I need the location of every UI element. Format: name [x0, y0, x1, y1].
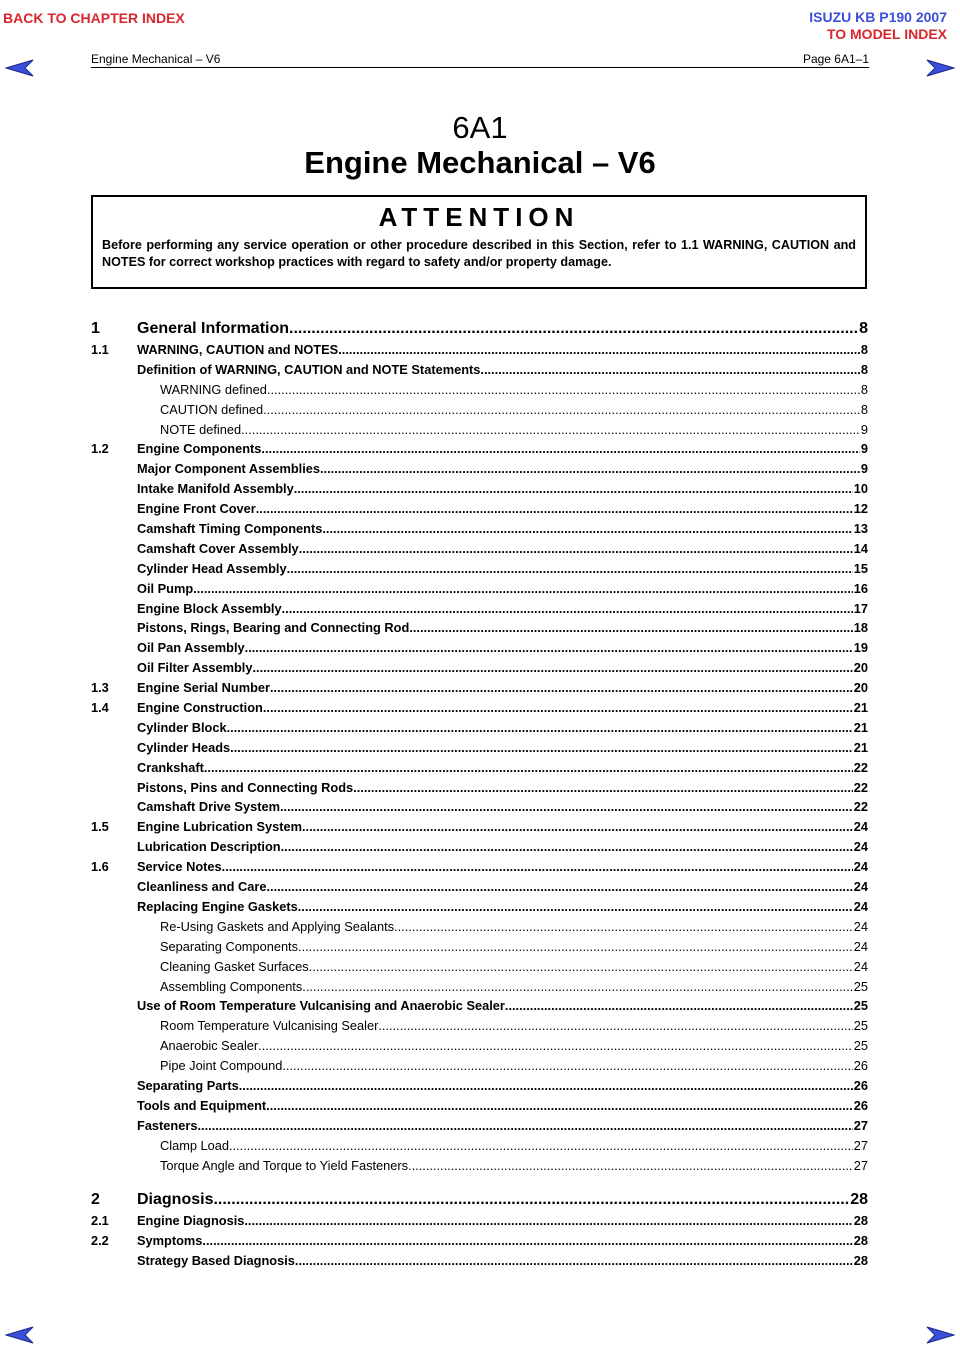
- toc-entry-page-number: 28: [853, 1233, 868, 1249]
- toc-entry-page-number: 24: [853, 898, 868, 914]
- toc-dot-leader: [267, 380, 860, 400]
- toc-entry-number: 1.4: [91, 700, 109, 716]
- toc-entry-number: 1.6: [91, 859, 109, 875]
- toc-entry[interactable]: [91, 1211, 868, 1231]
- toc-entry[interactable]: [91, 977, 868, 997]
- toc-entry[interactable]: [91, 1116, 868, 1136]
- toc-entry[interactable]: [91, 519, 868, 539]
- toc-entry[interactable]: [91, 738, 868, 758]
- toc-entry-page-number: 27: [853, 1117, 868, 1133]
- toc-entry[interactable]: [91, 499, 868, 519]
- toc-entry[interactable]: [91, 778, 868, 798]
- toc-entry-title: Engine Lubrication System: [137, 819, 302, 835]
- toc-dot-leader: [266, 877, 852, 897]
- toc-entry[interactable]: [91, 797, 868, 817]
- toc-entry[interactable]: [91, 1136, 868, 1156]
- toc-entry-number: 1.1: [91, 342, 109, 357]
- toc-dot-leader: [294, 479, 853, 499]
- toc-entry-title: Camshaft Cover Assembly: [137, 540, 299, 556]
- toc-entry-title: Engine Diagnosis: [137, 1213, 245, 1229]
- toc-entry-title: Diagnosis: [137, 1191, 214, 1209]
- toc-dot-leader: [302, 817, 853, 837]
- toc-entry-page-number: 8: [860, 401, 868, 417]
- toc-entry-title: Engine Front Cover: [137, 501, 256, 517]
- toc-entry-title: Oil Filter Assembly: [137, 660, 253, 676]
- toc-dot-leader: [229, 1136, 853, 1156]
- toc-dot-leader: [244, 1211, 852, 1231]
- toc-entry-title: Engine Block Assembly: [137, 600, 282, 616]
- toc-entry[interactable]: [91, 1189, 868, 1211]
- toc-dot-leader: [193, 579, 853, 599]
- toc-dot-leader: [299, 539, 853, 559]
- attention-heading: ATTENTION: [378, 202, 580, 232]
- next-page-arrow-bottom-icon[interactable]: [925, 1326, 955, 1344]
- toc-entry-number: 1.5: [91, 819, 109, 835]
- toc-dot-leader: [302, 977, 853, 997]
- toc-entry-title: Oil Pump: [137, 580, 194, 596]
- to-model-index-link[interactable]: TO MODEL INDEX: [826, 26, 947, 42]
- toc-entry-page-number: 22: [853, 799, 868, 815]
- toc-entry-title: Engine Serial Number: [137, 680, 270, 696]
- toc-entry-title: Separating Components: [160, 938, 299, 954]
- toc-dot-leader: [252, 658, 852, 678]
- toc-entry-page-number: 9: [860, 461, 868, 477]
- toc-entry[interactable]: [91, 1036, 868, 1056]
- toc-dot-leader: [320, 459, 860, 479]
- toc-entry-page-number: 21: [853, 739, 868, 755]
- toc-entry[interactable]: [91, 1231, 868, 1251]
- toc-dot-leader: [322, 519, 852, 539]
- toc-dot-leader: [241, 420, 860, 440]
- toc-dot-leader: [338, 340, 860, 360]
- next-page-arrow-icon[interactable]: [925, 59, 955, 77]
- toc-entry-page-number: 26: [853, 1058, 868, 1074]
- toc-dot-leader: [282, 1056, 852, 1076]
- toc-entry-title: Camshaft Timing Components: [137, 521, 323, 537]
- toc-entry[interactable]: [91, 559, 868, 579]
- toc-entry-title: CAUTION defined: [160, 401, 264, 417]
- toc-entry-title: Cylinder Block: [137, 719, 227, 735]
- toc-entry[interactable]: [91, 817, 868, 837]
- toc-entry[interactable]: [91, 400, 868, 420]
- toc-entry-page-number: 19: [853, 640, 868, 656]
- toc-entry-title: Symptoms: [137, 1233, 203, 1249]
- toc-entry-page-number: 28: [850, 1191, 868, 1209]
- toc-entry-title: Assembling Components: [160, 978, 303, 994]
- toc-entry[interactable]: [91, 618, 868, 638]
- toc-entry-title: Camshaft Drive System: [137, 799, 280, 815]
- back-to-chapter-index-link[interactable]: BACK TO CHAPTER INDEX: [3, 10, 185, 26]
- toc-entry-number: 2: [91, 1191, 100, 1209]
- toc-entry-page-number: 8: [860, 342, 868, 357]
- toc-entry-title: Lubrication Description: [137, 839, 281, 855]
- toc-dot-leader: [280, 797, 853, 817]
- toc-entry-page-number: 25: [853, 1018, 868, 1034]
- toc-entry[interactable]: [91, 1251, 868, 1271]
- toc-entry-title: Separating Parts: [137, 1077, 239, 1093]
- toc-entry[interactable]: [91, 459, 868, 479]
- toc-entry-title: Intake Manifold Assembly: [137, 481, 294, 497]
- toc-entry-title: Engine Construction: [137, 700, 263, 716]
- toc-entry-page-number: 12: [853, 501, 868, 517]
- toc-entry-title: Pipe Joint Compound: [160, 1058, 283, 1074]
- toc-entry-page-number: 24: [853, 918, 868, 934]
- toc-entry[interactable]: [91, 1056, 868, 1076]
- toc-dot-leader: [505, 996, 853, 1016]
- toc-entry[interactable]: [91, 539, 868, 559]
- toc-entry-number: 1.2: [91, 441, 109, 457]
- section-title: Engine Mechanical – V6: [304, 145, 656, 180]
- toc-entry-page-number: 24: [853, 819, 868, 835]
- toc-entry[interactable]: [91, 678, 868, 698]
- toc-dot-leader: [263, 400, 860, 420]
- toc-entry-title: Torque Angle and Torque to Yield Fasteners: [160, 1157, 409, 1173]
- toc-entry-page-number: 28: [853, 1253, 868, 1269]
- toc-entry-page-number: 22: [853, 779, 868, 795]
- toc-entry-page-number: 8: [860, 381, 868, 397]
- toc-entry[interactable]: [91, 996, 868, 1016]
- toc-entry-page-number: 24: [853, 958, 868, 974]
- toc-dot-leader: [230, 738, 853, 758]
- previous-page-arrow-bottom-icon[interactable]: [5, 1326, 35, 1344]
- toc-entry-title: Cylinder Heads: [137, 739, 231, 755]
- model-title-link[interactable]: ISUZU KB P190 2007: [809, 9, 947, 25]
- toc-entry[interactable]: [91, 1096, 868, 1116]
- toc-entry[interactable]: [91, 857, 868, 877]
- toc-entry-page-number: 20: [853, 680, 868, 696]
- toc-dot-leader: [394, 917, 853, 937]
- toc-entry-title: Crankshaft: [137, 759, 204, 775]
- toc-dot-leader: [227, 718, 853, 738]
- previous-page-arrow-icon[interactable]: [5, 59, 35, 77]
- toc-entry[interactable]: [91, 718, 868, 738]
- toc-dot-leader: [266, 1096, 853, 1116]
- running-header-title: Engine Mechanical – V6: [91, 52, 221, 66]
- toc-entry-page-number: 18: [853, 620, 868, 636]
- toc-entry-page-number: 26: [853, 1077, 868, 1093]
- toc-entry-page-number: 14: [853, 540, 868, 556]
- toc-entry-title: Service Notes: [137, 859, 222, 875]
- toc-entry-page-number: 25: [853, 978, 868, 994]
- toc-entry[interactable]: [91, 758, 868, 778]
- toc-entry-page-number: 17: [853, 600, 868, 616]
- toc-dot-leader: [287, 559, 853, 579]
- toc-dot-leader: [353, 778, 853, 798]
- toc-entry[interactable]: [91, 638, 868, 658]
- toc-entry[interactable]: [91, 599, 868, 619]
- toc-entry-title: Major Component Assemblies: [137, 461, 320, 477]
- toc-entry-page-number: 25: [853, 998, 868, 1014]
- toc-dot-leader: [213, 1189, 849, 1211]
- toc-entry-page-number: 15: [853, 560, 868, 576]
- toc-dot-leader: [202, 1231, 852, 1251]
- toc-entry-page-number: 22: [853, 759, 868, 775]
- toc-entry-title: Room Temperature Vulcanising Sealer: [160, 1018, 379, 1034]
- toc-entry-title: Cylinder Head Assembly: [137, 560, 287, 576]
- toc-dot-leader: [256, 499, 853, 519]
- toc-entry-number: 1.3: [91, 680, 109, 696]
- toc-entry[interactable]: [91, 897, 868, 917]
- toc-dot-leader: [245, 638, 853, 658]
- toc-entry-page-number: 24: [853, 938, 868, 954]
- toc-entry-title: Replacing Engine Gaskets: [137, 898, 298, 914]
- toc-entry[interactable]: [91, 937, 868, 957]
- toc-entry-title: Clamp Load: [160, 1137, 230, 1153]
- toc-entry-title: Strategy Based Diagnosis: [137, 1253, 295, 1269]
- model-index-block: [809, 9, 947, 43]
- toc-dot-leader: [408, 1156, 853, 1176]
- toc-entry-page-number: 21: [853, 700, 868, 716]
- toc-entry-title: WARNING, CAUTION and NOTES: [137, 342, 339, 357]
- toc-entry-title: Use of Room Temperature Vulcanising and Anaerobic Sealer: [137, 998, 505, 1014]
- attention-notice: [91, 195, 867, 289]
- toc-entry-page-number: 20: [853, 660, 868, 676]
- toc-entry-title: Tools and Equipment: [137, 1097, 267, 1113]
- toc-entry-title: Fasteners: [137, 1117, 198, 1133]
- toc-entry-title: General Information: [137, 320, 290, 337]
- toc-entry[interactable]: [91, 340, 868, 360]
- toc-entry[interactable]: [91, 479, 868, 499]
- toc-entry-title: Engine Components: [137, 441, 262, 457]
- toc-dot-leader: [409, 618, 852, 638]
- toc-entry-title: Cleaning Gasket Surfaces: [160, 958, 309, 974]
- toc-entry-title: Anaerobic Sealer: [160, 1038, 259, 1054]
- toc-dot-leader: [239, 1076, 853, 1096]
- toc-entry-title: Pistons, Rings, Bearing and Connecting Rod: [137, 620, 410, 636]
- toc-entry-title: Re-Using Gaskets and Applying Sealants: [160, 918, 395, 934]
- toc-dot-leader: [282, 599, 853, 619]
- toc-entry[interactable]: [91, 380, 868, 400]
- toc-entry-page-number: 24: [853, 859, 868, 875]
- toc-dot-leader: [204, 758, 853, 778]
- table-of-contents: [91, 318, 868, 1271]
- toc-entry[interactable]: [91, 698, 868, 718]
- toc-entry-page-number: 9: [860, 421, 868, 437]
- toc-dot-leader: [197, 1116, 852, 1136]
- toc-dot-leader: [263, 698, 853, 718]
- toc-entry-title: WARNING defined: [160, 381, 267, 397]
- toc-entry-title: Pistons, Pins and Connecting Rods: [137, 779, 354, 795]
- toc-dot-leader: [378, 1016, 852, 1036]
- toc-entry[interactable]: [91, 837, 868, 857]
- toc-entry-title: Definition of WARNING, CAUTION and NOTE Statements: [137, 361, 481, 377]
- toc-entry-title: Cleanliness and Care: [137, 879, 267, 895]
- toc-entry[interactable]: [91, 917, 868, 937]
- toc-entry-page-number: 21: [853, 719, 868, 735]
- toc-entry-page-number: 8: [860, 361, 868, 377]
- toc-entry-page-number: 25: [853, 1038, 868, 1054]
- section-code: 6A1: [452, 110, 508, 145]
- toc-entry-title: Oil Pan Assembly: [137, 640, 245, 656]
- toc-dot-leader: [480, 360, 859, 380]
- toc-dot-leader: [309, 957, 853, 977]
- toc-dot-leader: [298, 897, 853, 917]
- toc-entry[interactable]: [91, 579, 868, 599]
- toc-entry[interactable]: [91, 360, 868, 380]
- toc-dot-leader: [222, 857, 853, 877]
- toc-entry[interactable]: [91, 877, 868, 897]
- toc-dot-leader: [258, 1036, 853, 1056]
- toc-entry-title: NOTE defined: [160, 421, 242, 437]
- toc-entry-page-number: 16: [853, 580, 868, 596]
- toc-dot-leader: [261, 439, 859, 459]
- toc-entry-page-number: 26: [853, 1097, 868, 1113]
- toc-dot-leader: [281, 837, 853, 857]
- toc-dot-leader: [289, 318, 858, 340]
- toc-entry-page-number: 27: [853, 1157, 868, 1173]
- toc-entry-page-number: 24: [853, 879, 868, 895]
- toc-entry[interactable]: [91, 1076, 868, 1096]
- toc-entry[interactable]: [91, 318, 868, 340]
- toc-entry[interactable]: [91, 658, 868, 678]
- toc-entry-page-number: 9: [860, 441, 868, 457]
- running-header-page: Page 6A1–1: [802, 52, 869, 66]
- toc-entry[interactable]: [91, 957, 868, 977]
- toc-entry-page-number: 27: [853, 1137, 868, 1153]
- toc-entry-page-number: 28: [853, 1213, 868, 1229]
- toc-dot-leader: [270, 678, 853, 698]
- attention-text: Before performing any service operation or other procedure described in this Section, refer to 1.1 WARNING, CAUTION and NOTES for correct workshop practices with regard to safety and/or property damage.: [102, 238, 856, 269]
- toc-entry-page-number: 10: [853, 481, 868, 497]
- toc-entry[interactable]: [91, 439, 868, 459]
- toc-entry-number: 2.1: [91, 1213, 109, 1229]
- header-divider: [91, 67, 869, 68]
- toc-entry-number: 1: [91, 320, 100, 337]
- toc-entry[interactable]: [91, 420, 868, 440]
- toc-entry-page-number: 24: [853, 839, 868, 855]
- toc-dot-leader: [298, 937, 853, 957]
- toc-entry-number: 2.2: [91, 1233, 109, 1249]
- toc-entry-page-number: 13: [853, 521, 868, 537]
- toc-entry[interactable]: [91, 1016, 868, 1036]
- toc-entry-page-number: 8: [859, 320, 868, 337]
- toc-entry[interactable]: [91, 1156, 868, 1176]
- toc-dot-leader: [295, 1251, 853, 1271]
